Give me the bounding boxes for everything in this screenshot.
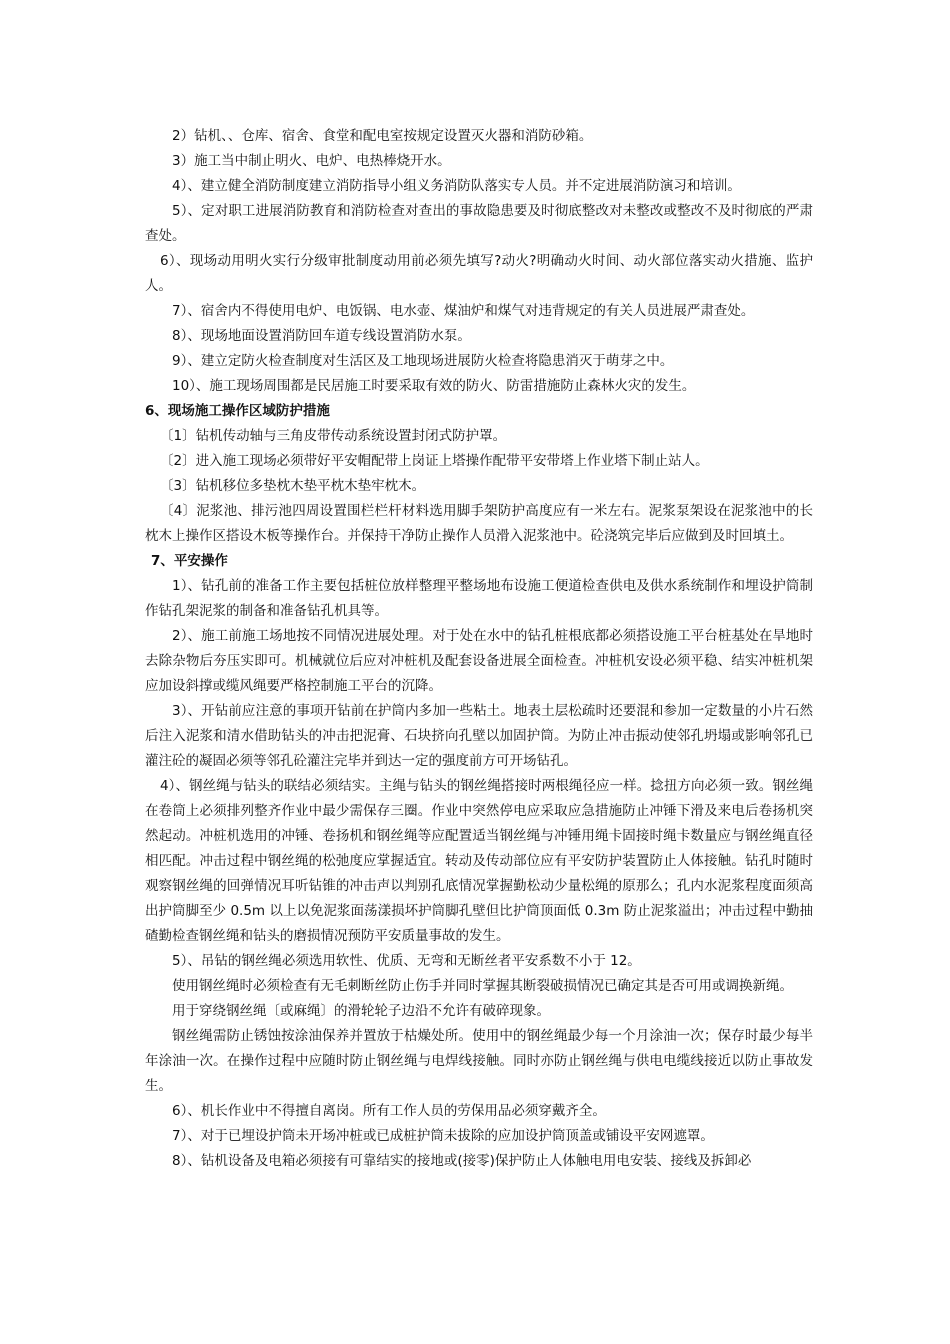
paragraph: 〔2〕进入施工现场必须带好平安帽配带上岗证上塔操作配带平安带塔上作业塔下制止站人。 <box>160 453 709 469</box>
paragraph: 8）、钻机设备及电箱必须接有可靠结实的接地或(接零)保护防止人体触电用电安装、接线及拆卸必 <box>172 1153 752 1169</box>
paragraph: 用于穿绕钢丝绳〔或麻绳〕的滑轮轮子边沿不允许有破碎现象。 <box>172 1003 550 1019</box>
section-heading: 7、平安操作 <box>151 553 228 569</box>
paragraph: 9）、建立定防火检查制度对生活区及工地现场进展防火检查将隐患消灭于萌芽之中。 <box>172 353 674 369</box>
paragraph: 3）施工当中制止明火、电炉、电热棒烧开水。 <box>172 153 451 169</box>
paragraph: 1）、钻孔前的准备工作主要包括桩位放样整理平整场地布设施工便道检查供电及供水系统制作和埋设护筒制作钻孔架泥浆的制备和准备钻孔机具等。 <box>145 578 813 619</box>
paragraph: 8）、现场地面设置消防回车道专线设置消防水泵。 <box>172 328 471 344</box>
paragraph: 10）、施工现场周围都是民居施工时要采取有效的防火、防雷措施防止森林火灾的发生。 <box>172 378 696 394</box>
document-body <box>145 124 813 1174</box>
paragraph: 〔1〕钻机传动轴与三角皮带传动系统设置封闭式防护罩。 <box>160 428 507 444</box>
paragraph: 7）、宿舍内不得使用电炉、电饭锅、电水壶、煤油炉和煤气对违背规定的有关人员进展严肃查处。 <box>172 303 755 319</box>
paragraph: 6）、现场动用明火实行分级审批制度动用前必须先填写?动火?明确动火时间、动火部位落实动火措施、监护人。 <box>145 253 813 294</box>
paragraph: 4）、建立健全消防制度建立消防指导小组义务消防队落实专人员。并不定进展消防演习和培训。 <box>172 178 741 194</box>
paragraph: 2）、施工前施工场地按不同情况进展处理。对于处在水中的钻孔桩根底都必须搭设施工平台桩基处在旱地时去除杂物后夯压实即可。机械就位后应对冲桩机及配套设备进展全面检查。冲桩机安设必须平稳、结实冲桩机架应加设斜撑或缆风绳要严格控制施工平台的沉降。 <box>145 628 813 694</box>
paragraph: 5）、定对职工进展消防教育和消防检查对查出的事故隐患要及时彻底整改对未整改或整改不及时彻底的严肃查处。 <box>145 203 813 244</box>
paragraph: 6）、机长作业中不得擅自离岗。所有工作人员的劳保用品必须穿戴齐全。 <box>172 1103 606 1119</box>
paragraph: 〔4〕泥浆池、排污池四周设置围栏栏杆材料选用脚手架防护高度应有一米左右。泥浆泵架设在泥浆池中的长枕木上操作区搭设木板等操作台。并保持干净防止操作人员滑入泥浆池中。砼浇筑完毕后应做到及时回填土。 <box>145 503 813 544</box>
paragraph: 5）、吊钻的钢丝绳必须选用软性、优质、无弯和无断丝者平安系数不小于 12。 <box>172 953 641 969</box>
section-heading: 6、现场施工操作区域防护措施 <box>145 403 330 419</box>
paragraph: 4）、钢丝绳与钻头的联结必须结实。主绳与钻头的钢丝绳搭接时两根绳径应一样。捻扭方向必须一致。钢丝绳在卷筒上必须排列整齐作业中最少需保存三圈。作业中突然停电应采取应急措施防止冲锤下滑及来电后卷扬机突然起动。冲桩机选用的冲锤、卷扬机和钢丝绳等应配置适当钢丝绳与冲锤用绳卡固接时绳卡数量应与钢丝绳直径相匹配。冲击过程中钢丝绳的松弛度应掌握适宜。转动及传动部位应有平安防护装置防止人体接触。钻孔时随时观察钢丝绳的回弹情况耳听钻锥的冲击声以判别孔底情况掌握勤松动少量松绳的原那么；孔内水泥浆程度面须高出护筒脚至少 0.5m 以上以免泥浆面荡漾损坏护筒脚孔壁但比护筒顶面低 0.3m 防止泥浆溢出；冲击过程中勤抽碴勤检查钢丝绳和钻头的磨损情况预防平安质量事故的发生。 <box>145 778 813 944</box>
paragraph: 使用钢丝绳时必须检查有无毛刺断丝防止伤手并同时掌握其断裂破损情况已确定其是否可用或调换新绳。 <box>172 978 793 994</box>
paragraph: 钢丝绳需防止锈蚀按涂油保养并置放于枯燥处所。使用中的钢丝绳最少每一个月涂油一次；保存时最少每半年涂油一次。在操作过程中应随时防止钢丝绳与电焊线接触。同时亦防止钢丝绳与供电电缆线接近以防止事故发生。 <box>145 1028 813 1094</box>
paragraph: 7）、对于已埋设护筒未开场冲桩或已成桩护筒未拔除的应加设护筒顶盖或铺设平安网遮罩。 <box>172 1128 714 1144</box>
paragraph: 〔3〕钻机移位多垫枕木垫平枕木垫牢枕木。 <box>160 478 426 494</box>
paragraph: 2）钻机、、仓库、宿舍、食堂和配电室按规定设置灭火器和消防砂箱。 <box>172 128 593 144</box>
paragraph: 3）、开钻前应注意的事项开钻前在护筒内多加一些粘土。地表土层松疏时还要混和参加一定数量的小片石然后注入泥浆和清水借助钻头的冲击把泥膏、石块挤向孔壁以加固护筒。为防止冲击振动使邻孔坍塌或影响邻孔已灌注砼的凝固必须等邻孔砼灌注完毕并到达一定的强度前方可开场钻孔。 <box>145 703 813 769</box>
